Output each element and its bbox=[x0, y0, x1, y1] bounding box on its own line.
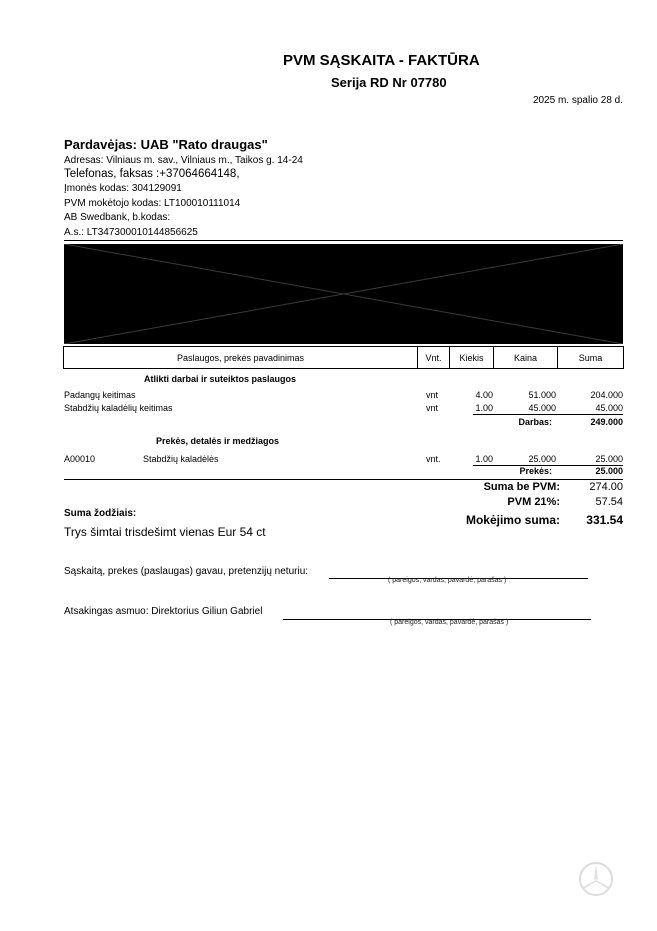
service-unit: vnt bbox=[426, 390, 439, 400]
services-total: 249.000 bbox=[590, 417, 623, 427]
net-label: Suma be PVM: bbox=[483, 481, 560, 493]
goods-total-label: Prekės: bbox=[519, 466, 552, 476]
service-unit: vnt bbox=[426, 403, 439, 413]
vat-value: 57.54 bbox=[595, 496, 623, 508]
net-value: 274.00 bbox=[589, 481, 623, 493]
service-name: Padangų keitimas bbox=[64, 390, 136, 400]
goods-price: 25.000 bbox=[528, 454, 556, 464]
vat-label: PVM 21%: bbox=[507, 496, 560, 508]
seller-vat-code: PVM mokėtojo kodas: LT100010111014 bbox=[64, 198, 241, 209]
services-total-label: Darbas: bbox=[518, 417, 552, 427]
invoice-title: PVM SĄSKAITA - FAKTŪRA bbox=[283, 52, 480, 69]
pay-value: 331.54 bbox=[586, 513, 623, 527]
invoice-date: 2025 m. spalio 28 d. bbox=[532, 95, 623, 106]
receiver-text: Sąskaitą, prekes (paslaugas) gavau, pretenzijų neturiu: bbox=[64, 566, 309, 577]
service-price: 45.000 bbox=[528, 403, 556, 413]
header-sum: Suma bbox=[578, 353, 603, 363]
responsible-signature-hint: ( pareigos, vardas, pavardė, parašas ) bbox=[390, 619, 509, 626]
words-label: Suma žodžiais: bbox=[64, 508, 137, 519]
redaction-cross bbox=[64, 244, 623, 344]
goods-name: Stabdžių kaladėlės bbox=[143, 454, 219, 464]
goods-qty: 1.00 bbox=[475, 454, 493, 464]
service-qty: 4.00 bbox=[475, 390, 493, 400]
goods-total: 25.000 bbox=[595, 466, 623, 476]
seller-address: Adresas: Vilniaus m. sav., Vilniaus m., Taikos g. 14-24 bbox=[64, 155, 303, 166]
seller-name: Pardavėjas: UAB "Rato draugas" bbox=[64, 137, 268, 152]
goods-title: Prekės, detalės ir medžiagos bbox=[156, 436, 280, 446]
seller-account: A.s.: LT347300010144856625 bbox=[64, 227, 198, 238]
header-price: Kaina bbox=[494, 347, 558, 369]
redacted-buyer-block bbox=[64, 244, 623, 344]
invoice-series: Serija RD Nr 07780 bbox=[331, 75, 447, 90]
mercedes-star-watermark-icon bbox=[577, 860, 615, 898]
words-text: Trys šimtai trisdešimt vienas Eur 54 ct bbox=[64, 525, 266, 539]
seller-bank: AB Swedbank, b.kodas: bbox=[64, 212, 171, 223]
header-qty: Kiekis bbox=[450, 347, 494, 369]
table-header bbox=[63, 346, 624, 369]
responsible-text: Atsakingas asmuo: Direktorius Giliun Gabriel bbox=[64, 606, 263, 617]
goods-code: A00010 bbox=[64, 454, 96, 464]
table-bottom-line bbox=[64, 479, 623, 480]
goods-sum: 25.000 bbox=[595, 454, 623, 464]
goods-unit: vnt. bbox=[426, 454, 441, 464]
service-price: 51.000 bbox=[528, 390, 556, 400]
services-subtotal-line bbox=[473, 414, 623, 415]
service-qty: 1.00 bbox=[475, 403, 493, 413]
seller-phone: Telefonas, faksas :+37064664148, bbox=[64, 168, 240, 180]
pay-label: Mokėjimo suma: bbox=[465, 513, 560, 527]
seller-company-code: Įmonės kodas: 304129091 bbox=[64, 183, 182, 194]
service-name: Stabdžių kaladėlių keitimas bbox=[64, 403, 173, 413]
service-sum: 45.000 bbox=[595, 403, 623, 413]
seller-divider bbox=[64, 240, 623, 241]
receiver-signature-hint: ( pareigos, vardas, pavardė, parašas ) bbox=[388, 577, 507, 584]
service-sum: 204.000 bbox=[590, 390, 623, 400]
header-name: Paslaugos, prekės pavadinimas bbox=[64, 347, 418, 369]
services-title: Atlikti darbai ir suteiktos paslaugos bbox=[144, 374, 297, 384]
header-unit: Vnt. bbox=[418, 347, 450, 369]
